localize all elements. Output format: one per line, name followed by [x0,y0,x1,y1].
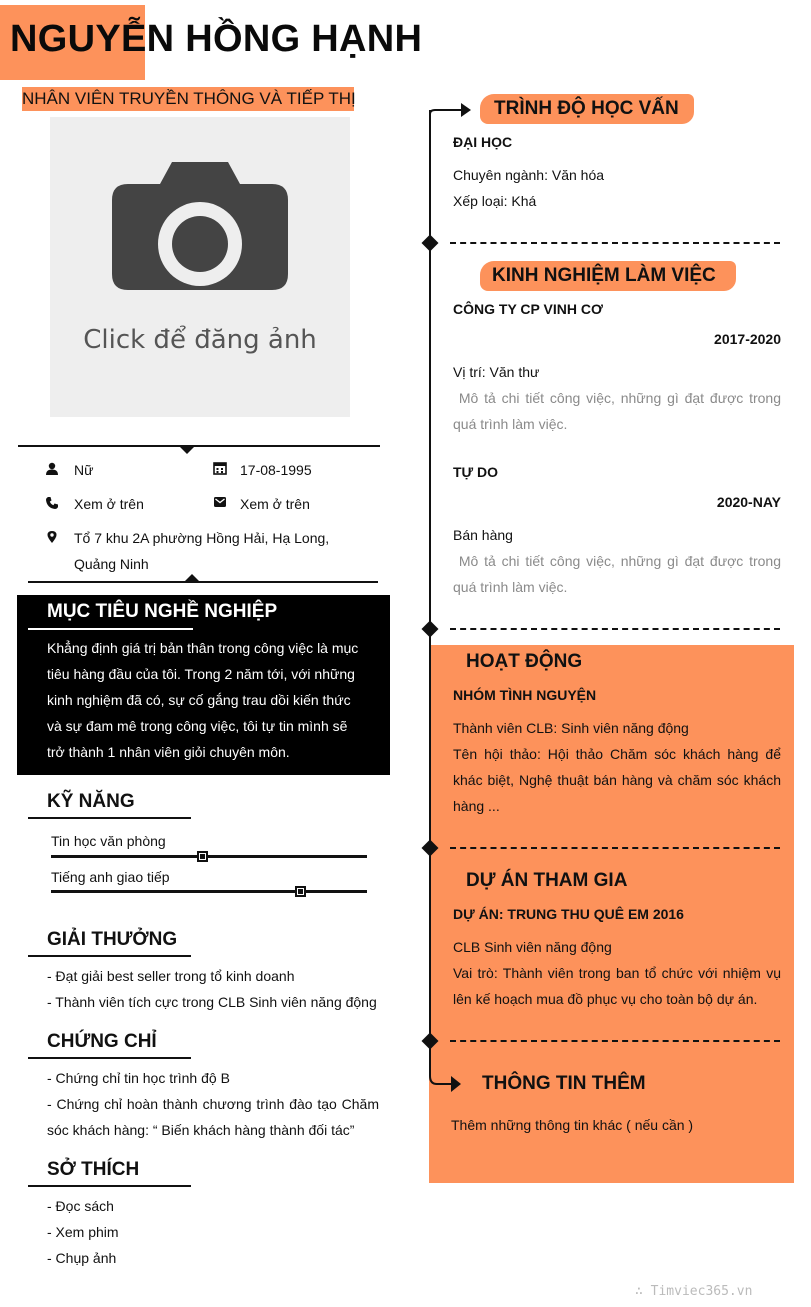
timeline-end-arrow-icon [429,1040,463,1092]
certificate-item: - Chứng chỉ tin học trình độ B [47,1070,230,1086]
award-item: - Đạt giải best seller trong tổ kinh doanh [47,968,295,984]
project-name: DỰ ÁN: TRUNG THU QUÊ EM 2016 [453,906,684,922]
photo-upload-area[interactable] [50,117,350,417]
objective-text: Khẳng định giá trị bản thân trong công việc là mục tiêu hàng đầu của tôi. Trong 2 năm tới, với những kinh nghiệm đã có, sự cố gắng trau dồi kiến thức và sự đam mê trong công việc, tôi tự tin mình sẽ trở thành 1 nhân viên giỏi chuyên môn. [47,640,359,760]
activities-title: HOẠT ĐỘNG [466,651,583,672]
section-divider [450,628,780,630]
timeline-node [422,235,439,252]
section-divider [450,1040,780,1042]
education-rank: Xếp loại: Khá [453,193,537,209]
gender-value: Nữ [74,462,94,478]
hobby-item: - Chụp ảnh [47,1250,117,1266]
activities-line: hàng ... [453,798,500,814]
certificates-title: CHỨNG CHỈ [47,1031,157,1052]
awards-underline [28,955,191,957]
skill-name: Tin học văn phòng [51,833,166,849]
certificates-underline [28,1057,191,1059]
activities-line: khác biệt, Nghệ thuật bán hàng và chăm sóc khách [453,772,781,788]
caret-down-icon [179,446,195,455]
job-title: NHÂN VIÊN TRUYỀN THÔNG VÀ TIẾP THỊ [22,89,356,108]
skill-name: Tiếng anh giao tiếp [51,869,170,885]
award-item: - Thành viên tích cực trong CLB Sinh viên năng động [47,994,377,1010]
phone-value: Xem ở trên [74,496,144,512]
activities-group: NHÓM TÌNH NGUYỆN [453,687,597,703]
certificate-item: - Chứng chỉ hoàn thành chương trình đào tạo Chăm [47,1096,379,1112]
hobbies-title: SỞ THÍCH [47,1159,140,1180]
timeline-start-arrow-icon [429,100,473,122]
skill-bar [51,890,367,893]
watermark: ∴ Timviec365.vn [635,1284,753,1299]
info-top-divider [18,445,380,447]
activities-line: Thành viên CLB: Sinh viên năng động [453,720,689,736]
more-info-text: Thêm những thông tin khác ( nếu cần ) [451,1117,694,1133]
hobby-item: - Đọc sách [47,1198,114,1214]
job-description-cont: quá trình làm việc. [453,416,568,432]
skill-level-knob[interactable] [197,851,208,862]
skills-underline [28,817,191,819]
education-major: Chuyên ngành: Văn hóa [453,167,605,183]
experience-title: KINH NGHIỆM LÀM VIỆC [492,265,716,286]
camera-icon [110,162,290,292]
activities-line: Tên hội thảo: Hội thảo Chăm sóc khách hàng để [453,746,781,762]
timeline-node [422,621,439,638]
awards-title: GIẢI THƯỞNG [47,929,178,950]
education-title: TRÌNH ĐỘ HỌC VẤN [494,98,679,119]
section-divider [450,242,780,244]
envelope-icon [213,495,227,509]
section-divider [450,847,780,849]
job-company: CÔNG TY CP VINH CƠ [453,301,603,317]
projects-title: DỰ ÁN THAM GIA [466,870,628,891]
job-description: Mô tả chi tiết công việc, những gì đạt được trong [458,390,782,406]
caret-up-icon [184,574,200,582]
project-line: Vai trò: Thành viên trong ban tổ chức với nhiệm vụ [453,965,781,981]
hobby-item: - Xem phim [47,1224,119,1240]
more-info-title: THÔNG TIN THÊM [482,1073,646,1094]
photo-upload-label[interactable]: Click để đăng ảnh [83,325,317,355]
objective-title: MỤC TIÊU NGHỀ NGHIỆP [47,601,278,622]
hobbies-underline [28,1185,191,1187]
address-line-2: Quảng Ninh [74,556,149,572]
certificate-item-cont: sóc khách hàng: “ Biến khách hàng thành đối tác” [47,1122,355,1138]
map-marker-icon [45,530,59,544]
skill-bar [51,855,367,858]
objective-underline [28,628,193,630]
birthdate-value: 17-08-1995 [240,462,312,478]
job-description-cont: quá trình làm việc. [453,579,568,595]
user-icon [45,462,59,476]
job-company: TỰ DO [453,464,499,480]
job-period: 2017-2020 [714,331,781,347]
phone-icon [45,496,59,510]
info-bottom-divider [28,581,378,583]
candidate-name: NGUYỄN HỒNG HẠNH [10,18,423,60]
project-line: lên kế hoạch mua đồ phục vụ cho toàn bộ dự án. [453,991,758,1007]
education-level: ĐẠI HỌC [453,134,513,150]
skills-title: KỸ NĂNG [47,791,135,812]
job-position: Vị trí: Văn thư [453,364,540,380]
skill-level-knob[interactable] [295,886,306,897]
project-line: CLB Sinh viên năng động [453,939,612,955]
job-description: Mô tả chi tiết công việc, những gì đạt được trong [458,553,782,569]
address-line-1: Tổ 7 khu 2A phường Hồng Hải, Hạ Long, [74,530,330,546]
email-value: Xem ở trên [240,496,310,512]
job-position: Bán hàng [453,527,513,543]
job-period: 2020-NAY [716,494,781,510]
calendar-icon [213,461,227,475]
